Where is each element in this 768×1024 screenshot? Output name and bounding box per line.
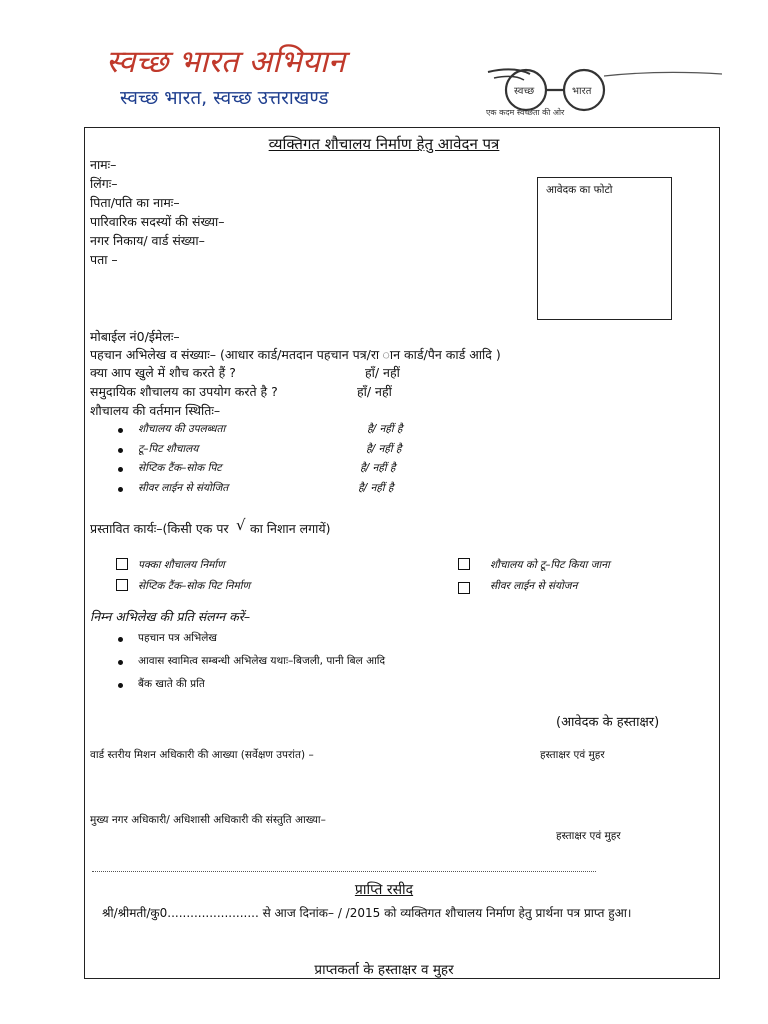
logo-left-text: स्वच्छ — [514, 86, 535, 97]
status-item: सेप्टिक टैंक–सोक पिट — [138, 462, 222, 474]
field-municipality-ward: नगर निकाय/ वार्ड संख्या– — [90, 233, 205, 248]
status-answer: है/ नहीं है — [367, 423, 403, 435]
form-title: व्यक्तिगत शौचालय निर्माण हेतु आवेदन पत्र — [268, 135, 500, 153]
status-item: शौचालय की उपलब्धता — [138, 423, 226, 435]
checkbox-pucca-toilet[interactable] — [116, 558, 128, 570]
status-answer: है/ नहीं है — [366, 443, 402, 455]
campaign-subtitle: स्वच्छ भारत, स्वच्छ उत्तराखण्ड — [120, 87, 329, 109]
ward-officer-report: वार्ड स्तरीय मिशन अधिकारी की आख्या (सर्वेक्षण उपरांत) – — [90, 749, 314, 761]
receipt-text: श्री/श्रीमती/कु0........................ से आज दिनांक– / /2015 को व्यक्तिगत शौचालय निर्माण हेतु प्रार्थना पत्र प्राप्त हुआ। — [102, 906, 632, 920]
photo-label: आवेदक का फोटो — [546, 184, 613, 196]
attach-heading: निम्न अभिलेख की प्रति संलग्न करें– — [90, 609, 251, 624]
proposed-heading-tail: का निशान लगायें) — [250, 521, 331, 536]
status-answer: है/ नहीं है — [360, 462, 396, 474]
field-name: नामः– — [90, 157, 117, 172]
bullet — [118, 637, 123, 642]
field-address: पता – — [90, 252, 118, 267]
field-gender: लिंगः– — [90, 176, 118, 191]
logo-tagline: एक कदम स्वच्छता की ओर — [486, 108, 565, 117]
question-open-defecation: क्या आप खुले में शौच करते हैं ? — [90, 365, 236, 380]
field-father-husband: पिता/पति का नामः– — [90, 195, 180, 210]
status-item: सीवर लाईन से संयोजित — [138, 482, 229, 494]
proposed-heading: प्रस्तावित कार्यः–(किसी एक पर — [90, 521, 229, 536]
answer-open-defecation: हाँ/ नहीं — [365, 365, 400, 380]
applicant-photo-box — [537, 177, 672, 320]
checkbox-septic-tank[interactable] — [116, 579, 128, 591]
applicant-signature: (आवेदक के हस्ताक्षर) — [556, 715, 660, 730]
attach-item: आवास स्वामित्व सम्बन्धी अभिलेख यथाः–बिजली, पानी बिल आदि — [138, 655, 386, 667]
sign-seal: हस्ताक्षर एवं मुहर — [540, 749, 605, 761]
sign-seal-2: हस्ताक्षर एवं मुहर — [556, 830, 621, 842]
option-pucca-toilet: पक्का शौचालय निर्माण — [138, 559, 225, 571]
status-heading: शौचालय की वर्तमान स्थितिः– — [90, 403, 221, 418]
field-family-members: पारिवारिक सदस्यों की संख्या– — [90, 214, 225, 229]
bullet — [118, 448, 123, 453]
bullet — [118, 428, 123, 433]
chief-officer-report: मुख्य नगर अधिकारी/ अधिशासी अधिकारी की संस्तुति आख्या– — [90, 814, 326, 826]
bullet — [118, 683, 123, 688]
divider — [92, 871, 596, 872]
option-septic-tank: सेप्टिक टैंक–सोक पिट निर्माण — [138, 580, 251, 592]
field-mobile-email: मोबाईल नं0/ईमेलः– — [90, 329, 180, 344]
option-two-pit: शौचालय को टू–पिट किया जाना — [490, 559, 610, 571]
attach-item: बैंक खाते की प्रति — [138, 678, 205, 690]
bullet — [118, 660, 123, 665]
question-community-toilet: समुदायिक शौचालय का उपयोग करते है ? — [90, 384, 278, 399]
swachh-bharat-logo — [484, 66, 724, 118]
bullet — [118, 487, 123, 492]
receipt-title: प्राप्ति रसीद — [354, 882, 414, 898]
campaign-title: स्वच्छ भारत अभियान — [106, 44, 346, 80]
attach-item: पहचान पत्र अभिलेख — [138, 632, 218, 644]
option-sewer-connection: सीवर लाईन से संयोजन — [490, 580, 578, 592]
logo-right-text: भारत — [572, 86, 592, 97]
status-answer: है/ नहीं है — [358, 482, 394, 494]
receiver-signature: प्राप्तकर्ता के हस्ताक्षर व मुहर — [314, 962, 454, 978]
bullet — [118, 467, 123, 472]
tick-mark: √ — [236, 516, 246, 534]
answer-community-toilet: हाँ/ नहीं — [357, 384, 392, 399]
checkbox-sewer-connection[interactable] — [458, 582, 470, 594]
field-id-document: पहचान अभिलेख व संख्याः– (आधार कार्ड/मतदान पहचान पत्र/रा ान कार्ड/पैन कार्ड आदि ) — [90, 347, 501, 362]
status-item: टू–पिट शौचालय — [138, 443, 199, 455]
checkbox-two-pit[interactable] — [458, 558, 470, 570]
